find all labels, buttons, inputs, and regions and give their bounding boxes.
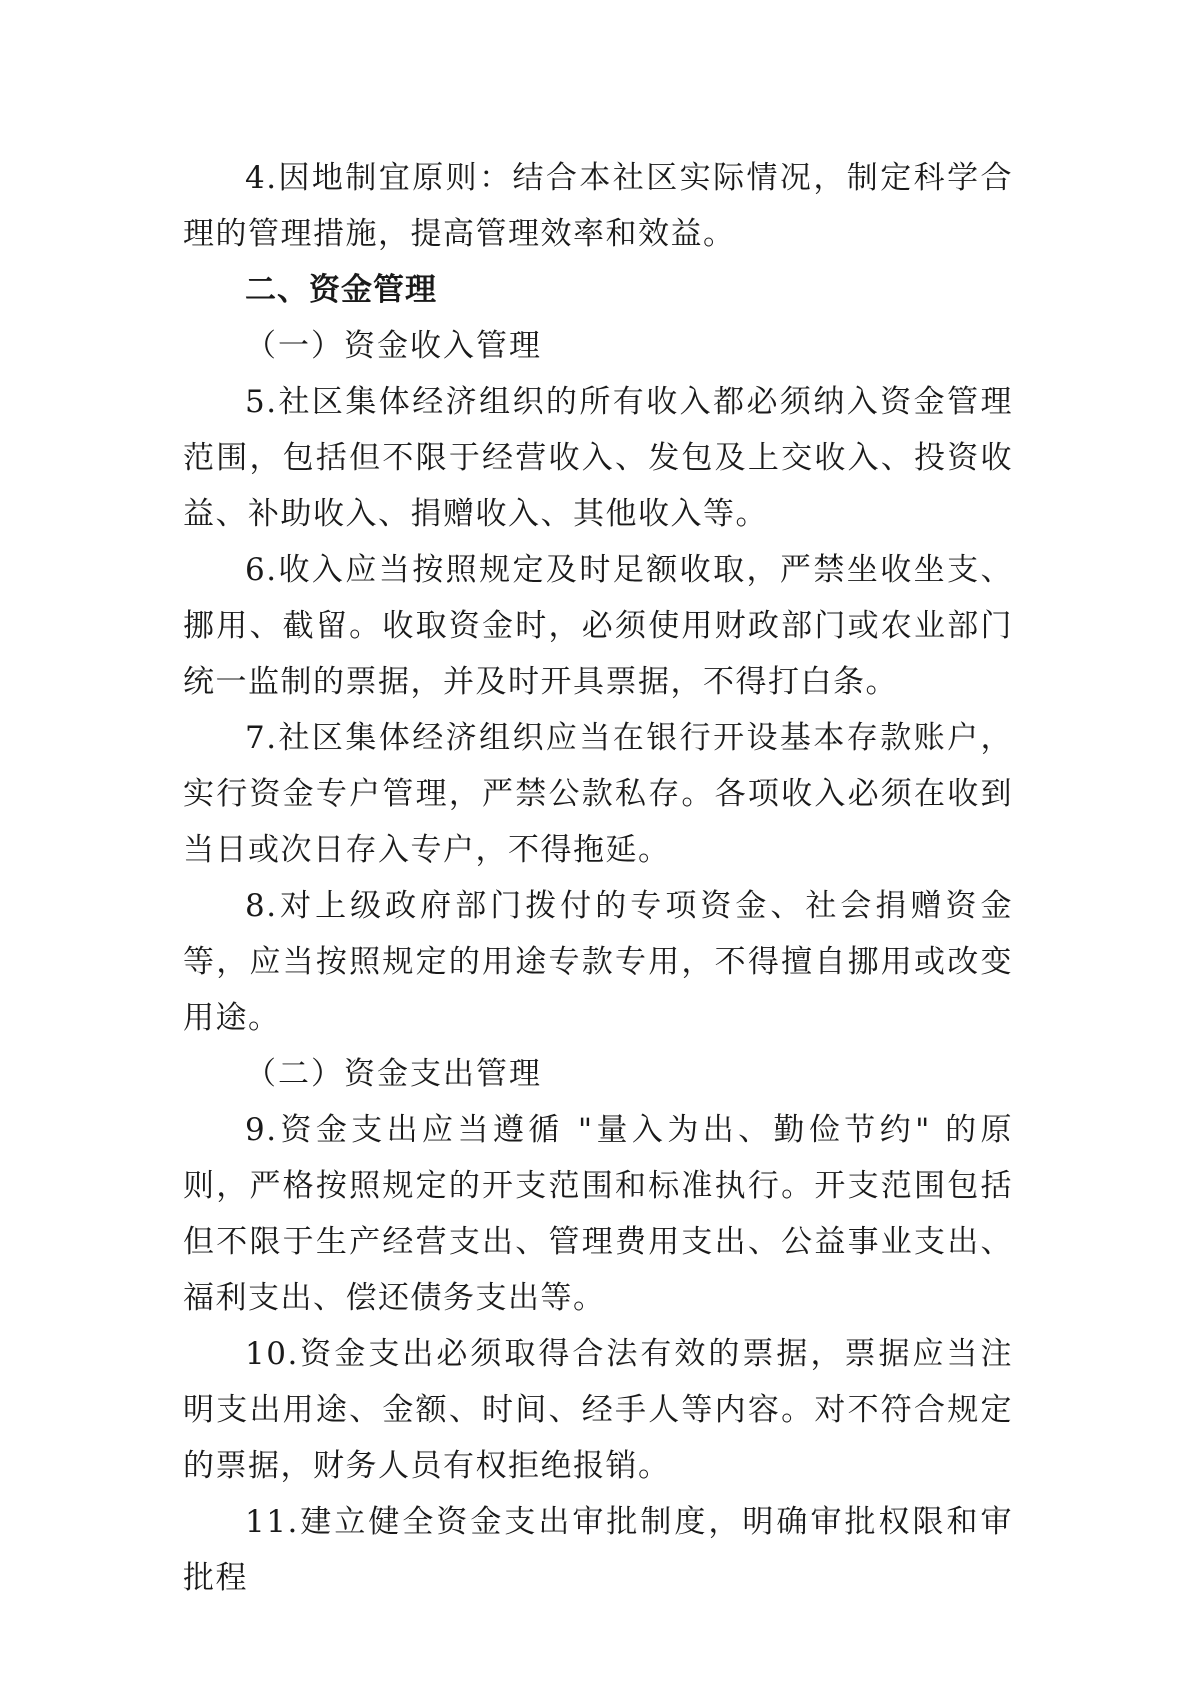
subsection-title-income-management: （一）资金收入管理 — [245, 328, 542, 364]
subsection-title-expenditure-management: （二）资金支出管理 — [245, 1056, 542, 1092]
document-body — [183, 150, 1013, 1606]
paragraph-5: 5.社区集体经济组织的所有收入都必须纳入资金管理范围，包括但不限于经营收入、发包及上交收入、投资收益、补助收入、捐赠收入、其他收入等。 — [183, 384, 1013, 532]
paragraph-8: 8.对上级政府部门拨付的专项资金、社会捐赠资金等，应当按照规定的用途专款专用，不得擅自挪用或改变用途。 — [183, 888, 1013, 1036]
paragraph-10: 10.资金支出必须取得合法有效的票据，票据应当注明支出用途、金额、时间、经手人等内容。对不符合规定的票据，财务人员有权拒绝报销。 — [183, 1336, 1013, 1484]
paragraph-7: 7.社区集体经济组织应当在银行开设基本存款账户，实行资金专户管理，严禁公款私存。各项收入必须在收到当日或次日存入专户，不得拖延。 — [183, 720, 1013, 868]
paragraph-11: 11.建立健全资金支出审批制度，明确审批权限和审批程 — [183, 1504, 1013, 1596]
section-title-fund-management: 二、资金管理 — [245, 272, 437, 308]
paragraph-4: 4.因地制宜原则：结合本社区实际情况，制定科学合理的管理措施，提高管理效率和效益。 — [183, 160, 1013, 252]
paragraph-6: 6.收入应当按照规定及时足额收取，严禁坐收坐支、挪用、截留。收取资金时，必须使用财政部门或农业部门统一监制的票据，并及时开具票据，不得打白条。 — [183, 552, 1013, 700]
paragraph-9: 9.资金支出应当遵循 "量入为出、勤俭节约" 的原则，严格按照规定的开支范围和标准执行。开支范围包括但不限于生产经营支出、管理费用支出、公益事业支出、福利支出、偿还债务支出等。 — [183, 1112, 1013, 1316]
